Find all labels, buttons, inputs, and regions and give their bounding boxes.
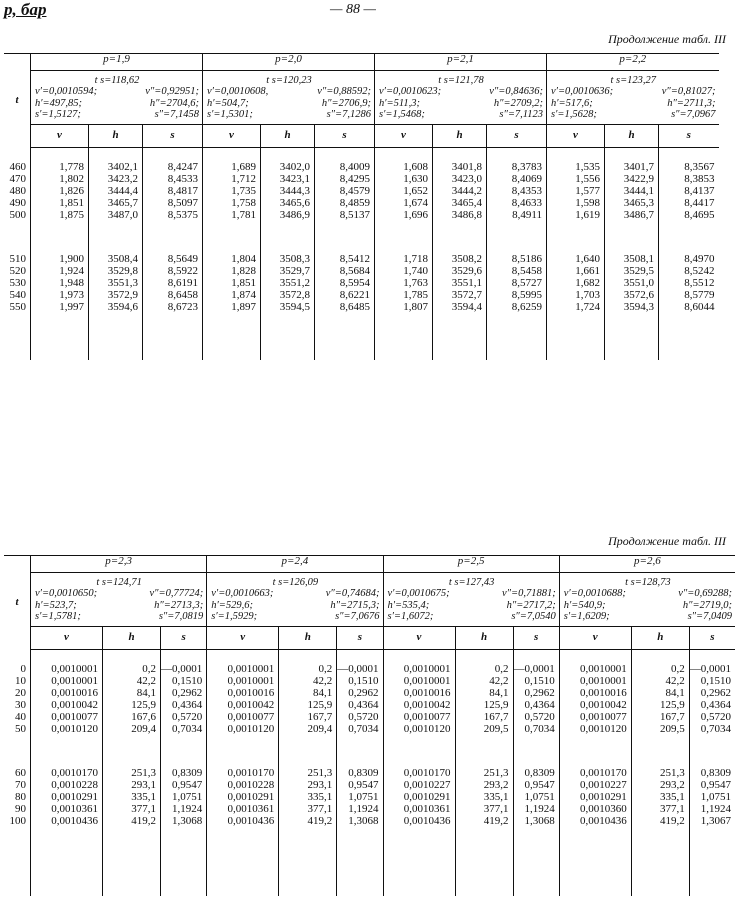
saturation-entropy-line [379,109,543,120]
spacer-cell [31,856,103,896]
specific-volume-cells: 0,0010170 0,0010228 0,0010291 0,0010361 0,0010436 [31,768,103,856]
enthalpy-cells: 251,3 293,1 335,1 377,1 419,2 [103,768,161,856]
column-header-v: v [207,627,279,650]
saturation-entropy-vapor: s″=7,0540 [511,610,556,622]
pressure-header: p=2,3 [31,556,207,573]
spacer-cell [547,346,605,360]
saturation-enthalpy-liquid: h′=517,6; [551,97,593,109]
pressure-header: p=2,5 [383,556,559,573]
pressure-header: p=2,6 [559,556,735,573]
spacer-cell [143,346,203,360]
saturation-temperature: t s=123,27 [610,75,657,86]
saturation-entropy-line [564,611,732,622]
saturation-enthalpy-line [207,98,371,109]
spacer-cell [659,148,719,163]
saturation-volume-line [564,588,732,599]
column-header-s: s [337,627,383,650]
saturation-volume-liquid: v′=0,0010650; [35,588,98,600]
page-number: — 88 — [330,2,376,17]
specific-volume-cells: 1,535 1,556 1,577 1,598 1,619 [547,162,605,254]
saturation-volume-liquid: v′=0,0010675; [387,588,450,600]
column-header-v: v [203,125,261,148]
saturation-volume-vapor: v″=0,88592; [317,86,371,98]
entropy-cells: —0,0001 0,1510 0,2962 0,4364 0,5720 0,7034 [161,664,207,768]
specific-volume-cells: 1,718 1,740 1,763 1,785 1,807 [375,254,433,346]
saturation-temperature: t s=118,62 [94,75,140,86]
saturation-enthalpy-vapor: h″=2709,2; [493,97,543,109]
saturation-enthalpy-line [211,600,379,611]
table-row-block [4,162,719,254]
saturation-enthalpy-liquid: h′=529,6; [211,599,254,611]
column-header-h: h [605,125,659,148]
spacer-cell [4,650,31,665]
column-header-t: t [4,556,31,650]
spacer-cell [605,346,659,360]
entropy-cells: 8,3783 8,4069 8,4353 8,4633 8,4911 [487,162,547,254]
spacer-cell [375,148,433,163]
column-header-h: h [103,627,161,650]
specific-volume-cells: 1,804 1,828 1,851 1,874 1,897 [203,254,261,346]
enthalpy-cells: 251,3 293,2 335,1 377,1 419,2 [631,768,689,856]
saturation-block [31,71,203,125]
enthalpy-cells: 0,2 42,2 84,1 125,9 167,7 209,5 [631,664,689,768]
entropy-cells: 0,8309 0,9547 1,0751 1,1924 1,3068 [337,768,383,856]
saturation-block [207,573,383,627]
spacer-cell [605,148,659,163]
saturation-temperature: t s=126,09 [272,577,319,588]
temperature-cells: 510 520 530 540 550 [4,254,31,346]
saturation-enthalpy-line [35,600,203,611]
saturation-volume-line [211,588,379,599]
saturation-enthalpy-line [388,600,556,611]
spacer-cell [161,856,207,896]
spacer-cell [31,148,89,163]
entropy-cells: —0,0001 0,1510 0,2962 0,4364 0,5720 0,7034 [337,664,383,768]
saturation-block [547,71,719,125]
saturation-volume-liquid: v′=0,0010663; [211,588,274,600]
saturation-volume-line [388,588,556,599]
enthalpy-cells: 0,2 42,2 84,1 125,9 167,7 209,4 [279,664,337,768]
column-header-s: s [513,627,559,650]
entropy-cells: 0,8309 0,9547 1,0751 1,1924 1,3068 [513,768,559,856]
enthalpy-cells: 3401,7 3422,9 3444,1 3465,3 3486,7 [605,162,659,254]
saturation-enthalpy-vapor: h″=2717,2; [506,599,556,611]
column-header-h: h [279,627,337,650]
spacer-cell [89,148,143,163]
column-header-s: s [487,125,547,148]
specific-volume-cells: 0,0010170 0,0010227 0,0010291 0,0010361 0,0010436 [383,768,455,856]
saturation-temperature: t s=128,73 [625,577,671,588]
enthalpy-cells: 251,3 293,2 335,1 377,1 419,2 [455,768,513,856]
column-header-v: v [559,627,631,650]
saturation-entropy-liquid: s′=1,5929; [211,610,258,622]
saturation-entropy-line [211,611,379,622]
continuation-label-1: Продолжение табл. III [608,32,726,46]
saturation-block [559,573,735,627]
table-row-block [4,768,735,856]
saturation-volume-liquid: v′=0,0010688; [563,588,626,600]
saturation-enthalpy-vapor: h″=2704,6; [149,97,199,109]
saturation-entropy-liquid: s′=1,6209; [563,610,610,622]
saturation-entropy-liquid: s′=1,5628; [551,108,597,120]
specific-volume-cells: 0,0010001 0,0010001 0,0010016 0,0010042 0,0010077 0,0010120 [383,664,455,768]
saturation-volume-line [551,86,716,97]
enthalpy-cells: 0,2 42,2 84,1 125,9 167,7 209,5 [455,664,513,768]
spacer-cell [659,346,719,360]
saturation-entropy-vapor: s″=7,1123 [499,108,543,120]
saturation-temperature: t s=124,71 [96,577,142,588]
saturation-temperature: t s=120,23 [266,75,312,86]
saturation-enthalpy-vapor: h″=2706,9; [321,97,371,109]
steam-properties-table [4,555,735,896]
saturation-block [383,573,559,627]
saturation-block [203,71,375,125]
steam-properties-table [4,53,719,360]
column-header-h: h [631,627,689,650]
saturation-entropy-vapor: s″=7,1458 [154,108,199,120]
spacer-cell [383,856,455,896]
entropy-cells: 8,3567 8,3853 8,4137 8,4417 8,4695 [684,161,715,221]
spacer-cell [143,148,203,163]
saturation-enthalpy-line [35,98,199,109]
continuation-label-2: Продолжение табл. III [608,534,726,548]
column-header-s: s [143,125,203,148]
spacer-cell [103,856,161,896]
pressure-header: p=1,9 [31,54,203,71]
saturation-entropy-vapor: s″=7,0676 [335,610,380,622]
specific-volume-cells: 1,900 1,924 1,948 1,973 1,997 [31,254,89,346]
entropy-cells: 0,8309 0,9547 1,0751 1,1924 1,3067 [700,767,731,827]
saturation-volume-liquid: v′=0,0010636; [551,86,614,98]
saturation-entropy-line [388,611,556,622]
spacer-cell [383,650,455,665]
specific-volume-cells: 0,0010001 0,0010001 0,0010016 0,0010042 0,0010077 0,0010120 [207,664,279,768]
column-header-t: t [4,54,31,148]
spacer-cell [203,148,261,163]
spacer-cell [315,148,375,163]
saturation-enthalpy-liquid: h′=497,85; [35,97,83,109]
entropy-cells: —0,0001 0,1510 0,2962 0,4364 0,5720 0,7034 [689,663,731,735]
saturation-entropy-line [35,611,203,622]
column-header-s: s [659,125,719,148]
enthalpy-cells: 0,2 42,2 84,1 125,9 167,6 209,4 [103,664,161,768]
saturation-volume-line [35,588,203,599]
spacer-cell [207,650,279,665]
saturation-enthalpy-vapor: h″=2719,0; [682,599,732,611]
spacer-cell [337,856,383,896]
entropy-cells: 8,5649 8,5922 8,6191 8,6458 8,6723 [143,254,203,346]
spacer-cell [315,346,375,360]
spacer-cell [487,346,547,360]
enthalpy-cells: 251,3 293,1 335,1 377,1 419,2 [279,768,337,856]
entropy-cells: 0,8309 0,9547 1,0751 1,1924 1,3068 [161,768,207,856]
spacer-cell [207,856,279,896]
enthalpy-cells: 3508,2 3529,6 3551,1 3572,7 3594,4 [433,254,487,346]
entropy-cells: 8,5186 8,5458 8,5727 8,5995 8,6259 [487,254,547,346]
column-header-v: v [547,125,605,148]
saturation-entropy-liquid: s′=1,5301; [207,108,253,120]
column-header-h: h [433,125,487,148]
spacer-cell [631,856,689,896]
enthalpy-cells: 3402,0 3423,1 3444,3 3465,6 3486,9 [261,162,315,254]
column-header-h: h [89,125,143,148]
column-header-v: v [375,125,433,148]
specific-volume-cells: 1,640 1,661 1,682 1,703 1,724 [547,254,605,346]
enthalpy-cells: 3402,1 3423,2 3444,4 3465,7 3487,0 [89,162,143,254]
temperature-cells: 0 10 20 30 40 50 [4,664,31,768]
spacer-cell [631,650,689,665]
specific-volume-cells: 1,608 1,630 1,652 1,674 1,696 [375,162,433,254]
spacer-cell [337,650,383,665]
table-row-block [4,254,719,346]
saturation-temperature: t s=121,78 [438,75,484,86]
spacer-cell [4,148,31,163]
saturation-enthalpy-vapor: h″=2713,3; [154,599,204,611]
saturation-entropy-line [35,109,199,120]
saturation-volume-vapor: v″=0,84636; [489,86,543,98]
spacer-cell [559,650,631,665]
temperature-cells: 60 70 80 90 100 [4,768,31,856]
saturation-entropy-vapor: s″=7,1286 [326,108,371,120]
temperature-cells: 460 470 480 490 500 [4,162,31,254]
saturation-volume-liquid: v′=0,0010594; [35,86,98,98]
spacer-cell [375,346,433,360]
specific-volume-cells: 1,689 1,712 1,735 1,758 1,781 [203,162,261,254]
spacer-cell [455,856,513,896]
pressure-header: p=2,1 [375,54,547,71]
saturation-enthalpy-line [551,98,716,109]
saturation-block [31,573,207,627]
saturation-enthalpy-liquid: h′=540,9; [563,599,606,611]
saturation-volume-line [35,86,199,97]
specific-volume-cells: 0,0010170 0,0010228 0,0010291 0,0010361 0,0010436 [207,768,279,856]
spacer-cell [4,346,31,360]
saturation-enthalpy-line [379,98,543,109]
spacer-cell [433,148,487,163]
saturation-enthalpy-liquid: h′=523,7; [35,599,77,611]
spacer-cell [689,650,735,665]
pressure-header: p=2,0 [203,54,375,71]
table-row-block [4,664,735,768]
saturation-volume-vapor: v″=0,74684; [325,588,380,600]
saturation-enthalpy-line [564,600,732,611]
spacer-cell [689,856,735,896]
saturation-enthalpy-vapor: h″=2715,3; [330,599,380,611]
enthalpy-cells: 3401,8 3423,0 3444,2 3465,4 3486,8 [433,162,487,254]
specific-volume-cells: 1,778 1,802 1,826 1,851 1,875 [31,162,89,254]
saturation-entropy-liquid: s′=1,5468; [379,108,425,120]
spacer-cell [161,650,207,665]
spacer-cell [89,346,143,360]
saturation-entropy-vapor: s″=7,0819 [158,610,204,622]
column-header-s: s [689,627,735,650]
spacer-cell [4,856,31,896]
saturation-enthalpy-liquid: h′=535,4; [387,599,430,611]
saturation-temperature: t s=127,43 [448,577,495,588]
saturation-volume-vapor: v″=0,69288; [678,588,732,600]
spacer-cell [279,856,337,896]
specific-volume-cells: 0,0010001 0,0010001 0,0010016 0,0010042 0,0010077 0,0010120 [559,664,631,768]
spacer-cell [513,856,559,896]
pressure-header: p=2,4 [207,556,383,573]
saturation-volume-vapor: v″=0,81027; [661,86,716,98]
spacer-cell [103,650,161,665]
saturation-entropy-liquid: s′=1,6072; [387,610,434,622]
saturation-entropy-line [551,109,716,120]
saturation-entropy-vapor: s″=7,0967 [671,108,716,120]
column-header-s: s [161,627,207,650]
column-header-h: h [261,125,315,148]
saturation-entropy-vapor: s″=7,0409 [687,610,732,622]
column-header-v: v [31,627,103,650]
saturation-volume-line [379,86,543,97]
spacer-cell [261,346,315,360]
saturation-volume-liquid: v′=0,0010623; [379,86,442,98]
entropy-cells: —0,0001 0,1510 0,2962 0,4364 0,5720 0,7034 [513,664,559,768]
spacer-cell [261,148,315,163]
entropy-cells: 8,4247 8,4533 8,4817 8,5097 8,5375 [143,162,203,254]
enthalpy-cells: 3508,3 3529,7 3551,2 3572,8 3594,5 [261,254,315,346]
enthalpy-cells: 3508,4 3529,8 3551,3 3572,9 3594,6 [89,254,143,346]
spacer-cell [455,650,513,665]
entropy-cells: 8,4970 8,5242 8,5512 8,5779 8,6044 [684,253,715,313]
specific-volume-cells: 0,0010001 0,0010001 0,0010016 0,0010042 0,0010077 0,0010120 [31,664,103,768]
entropy-cells: 8,4009 8,4295 8,4579 8,4859 8,5137 [315,162,375,254]
saturation-enthalpy-vapor: h″=2711,3; [667,97,716,109]
spacer-cell [203,346,261,360]
saturation-enthalpy-liquid: h′=504,7; [207,97,249,109]
spacer-cell [31,650,103,665]
saturation-volume-vapor: v″=0,92951; [145,86,199,98]
spacer-cell [487,148,547,163]
saturation-volume-vapor: v″=0,77724; [149,588,204,600]
saturation-entropy-line [207,109,371,120]
spacer-cell [513,650,559,665]
saturation-entropy-liquid: s′=1,5127; [35,108,81,120]
column-header-v: v [383,627,455,650]
column-header-h: h [455,627,513,650]
spacer-cell [279,650,337,665]
pressure-header: p=2,2 [547,54,719,71]
column-header-s: s [315,125,375,148]
column-header-v: v [31,125,89,148]
page-unit-label: p, бар [4,0,47,19]
spacer-cell [433,346,487,360]
spacer-cell [559,856,631,896]
saturation-volume-vapor: v″=0,71881; [502,588,556,600]
spacer-cell [547,148,605,163]
saturation-volume-liquid: v′=0,0010608, [207,86,269,98]
specific-volume-cells: 0,0010170 0,0010227 0,0010291 0,0010360 0,0010436 [559,768,631,856]
saturation-entropy-liquid: s′=1,5781; [35,610,81,622]
saturation-volume-line [207,86,371,97]
saturation-block [375,71,547,125]
entropy-cells: 8,5412 8,5684 8,5954 8,6221 8,6485 [315,254,375,346]
saturation-enthalpy-liquid: h′=511,3; [379,97,420,109]
spacer-cell [31,346,89,360]
enthalpy-cells: 3508,1 3529,5 3551,0 3572,6 3594,3 [605,254,659,346]
